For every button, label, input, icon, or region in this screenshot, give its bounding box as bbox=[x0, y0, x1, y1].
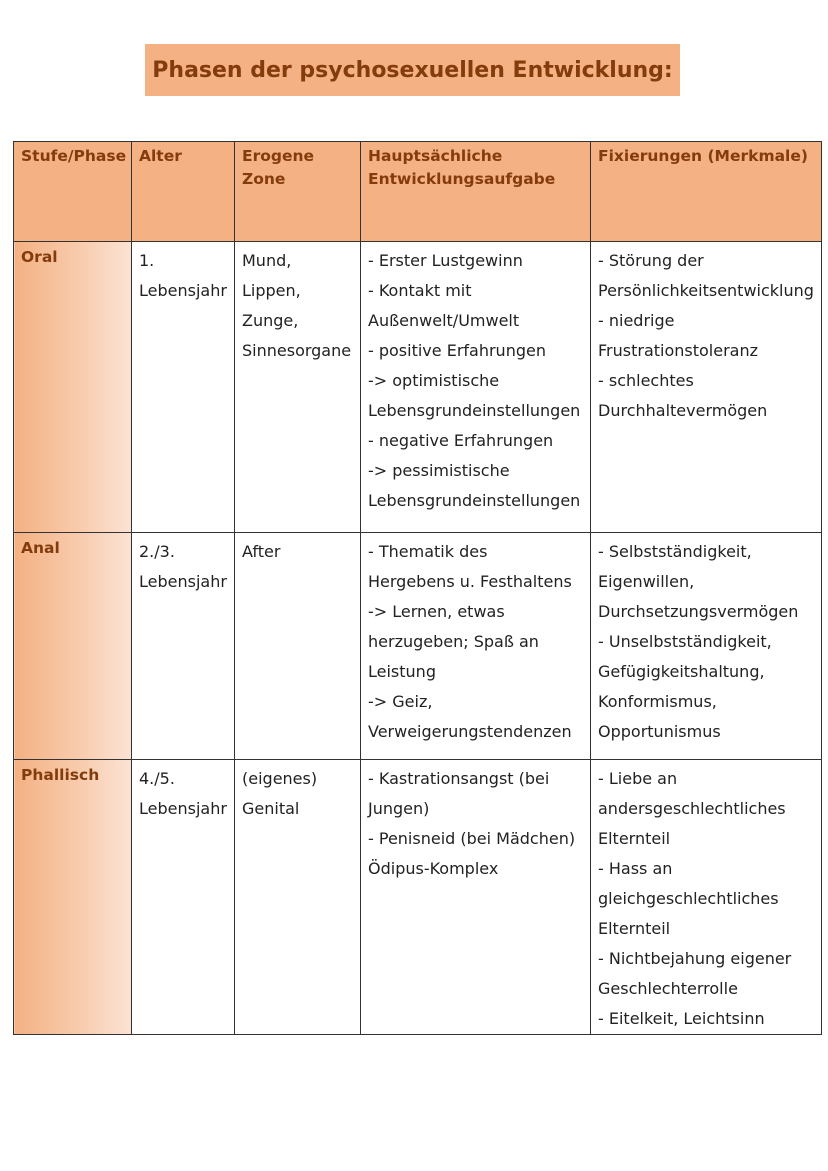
zone-cell bbox=[235, 242, 361, 533]
age-cell bbox=[132, 760, 235, 1035]
fixation-line: Elternteil bbox=[598, 919, 671, 938]
fixation-line: Elternteil bbox=[598, 829, 671, 848]
header-fixation: Fixierungen (Merkmale) bbox=[591, 142, 822, 242]
task-line: -> Geiz, bbox=[368, 692, 433, 711]
zone-cell bbox=[235, 760, 361, 1035]
fixation-line: Durchhaltevermögen bbox=[598, 401, 768, 420]
task-line: Verweigerungstendenzen bbox=[368, 722, 572, 741]
fixation-line: - Störung der bbox=[598, 251, 704, 270]
task-line: Lebensgrundeinstellungen bbox=[368, 491, 581, 510]
task-line: -> optimistische bbox=[368, 371, 500, 390]
age-line: Lebensjahr bbox=[139, 281, 227, 300]
zone-line: Lippen, bbox=[242, 281, 301, 300]
task-cell bbox=[361, 242, 591, 533]
table-row bbox=[14, 760, 822, 1035]
task-line: Lebensgrundeinstellungen bbox=[368, 401, 581, 420]
fixation-line: - Unselbstständigkeit, bbox=[598, 632, 772, 651]
header-zone: Erogene Zone bbox=[235, 142, 361, 242]
fixation-line: - Hass an bbox=[598, 859, 673, 878]
table-row bbox=[14, 242, 822, 533]
task-line: - Erster Lustgewinn bbox=[368, 251, 523, 270]
fixation-line: - Eitelkeit, Leichtsinn bbox=[598, 1009, 765, 1028]
fixation-line: Eigenwillen, bbox=[598, 572, 695, 591]
fixation-line: - schlechtes bbox=[598, 371, 694, 390]
zone-line: After bbox=[242, 542, 281, 561]
task-line: - positive Erfahrungen bbox=[368, 341, 546, 360]
task-line: Hergebens u. Festhaltens bbox=[368, 572, 572, 591]
task-line: -> Lernen, etwas bbox=[368, 602, 505, 621]
fixation-line: - Selbstständigkeit, bbox=[598, 542, 752, 561]
task-line: Außenwelt/Umwelt bbox=[368, 311, 520, 330]
phase-cell: Anal bbox=[14, 533, 132, 760]
zone-line: Mund, bbox=[242, 251, 292, 270]
zone-cell bbox=[235, 533, 361, 760]
age-line: 4./5. bbox=[139, 769, 175, 788]
fixation-cell bbox=[591, 533, 822, 760]
table-row bbox=[14, 533, 822, 760]
age-cell bbox=[132, 533, 235, 760]
fixation-line: Persönlichkeitsentwicklung bbox=[598, 281, 814, 300]
fixation-line: - Liebe an bbox=[598, 769, 678, 788]
task-line: herzugeben; Spaß an bbox=[368, 632, 539, 651]
fixation-line: Durchsetzungsvermögen bbox=[598, 602, 799, 621]
fixation-line: gleichgeschlechtliches bbox=[598, 889, 779, 908]
fixation-line: - niedrige bbox=[598, 311, 675, 330]
task-cell bbox=[361, 760, 591, 1035]
fixation-line: Opportunismus bbox=[598, 722, 721, 741]
fixation-cell bbox=[591, 760, 822, 1035]
header-phase: Stufe/Phase bbox=[14, 142, 132, 242]
phase-cell: Phallisch bbox=[14, 760, 132, 1035]
zone-line: Genital bbox=[242, 799, 300, 818]
header-task: Hauptsächliche Entwicklungsaufgabe bbox=[361, 142, 591, 242]
age-cell bbox=[132, 242, 235, 533]
task-line: - Thematik des bbox=[368, 542, 488, 561]
fixation-line: Gefügigkeitshaltung, bbox=[598, 662, 765, 681]
fixation-cell bbox=[591, 242, 822, 533]
task-line: - Kontakt mit bbox=[368, 281, 472, 300]
fixation-line: - Nichtbejahung eigener bbox=[598, 949, 792, 968]
age-line: Lebensjahr bbox=[139, 799, 227, 818]
task-line: -> pessimistische bbox=[368, 461, 510, 480]
fixation-line: Frustrationstoleranz bbox=[598, 341, 759, 360]
zone-line: Zunge, bbox=[242, 311, 299, 330]
phase-cell: Oral bbox=[14, 242, 132, 533]
table-header-row bbox=[14, 142, 822, 242]
header-age: Alter bbox=[132, 142, 235, 242]
fixation-line: andersgeschlechtliches bbox=[598, 799, 786, 818]
age-line: 1. bbox=[139, 251, 155, 270]
zone-line: (eigenes) bbox=[242, 769, 318, 788]
fixation-line: Geschlechterrolle bbox=[598, 979, 738, 998]
age-line: Lebensjahr bbox=[139, 572, 227, 591]
task-line: - Penisneid (bei Mädchen) bbox=[368, 829, 576, 848]
task-line: Ödipus-Komplex bbox=[368, 859, 499, 878]
task-line: Jungen) bbox=[368, 799, 430, 818]
page-title: Phasen der psychosexuellen Entwicklung: bbox=[152, 57, 673, 83]
fixation-line: Konformismus, bbox=[598, 692, 717, 711]
task-line: Leistung bbox=[368, 662, 436, 681]
phases-table bbox=[13, 141, 822, 1035]
age-line: 2./3. bbox=[139, 542, 175, 561]
task-cell bbox=[361, 533, 591, 760]
title-banner bbox=[145, 44, 680, 96]
zone-line: Sinnesorgane bbox=[242, 341, 352, 360]
task-line: - negative Erfahrungen bbox=[368, 431, 554, 450]
task-line: - Kastrationsangst (bei bbox=[368, 769, 550, 788]
